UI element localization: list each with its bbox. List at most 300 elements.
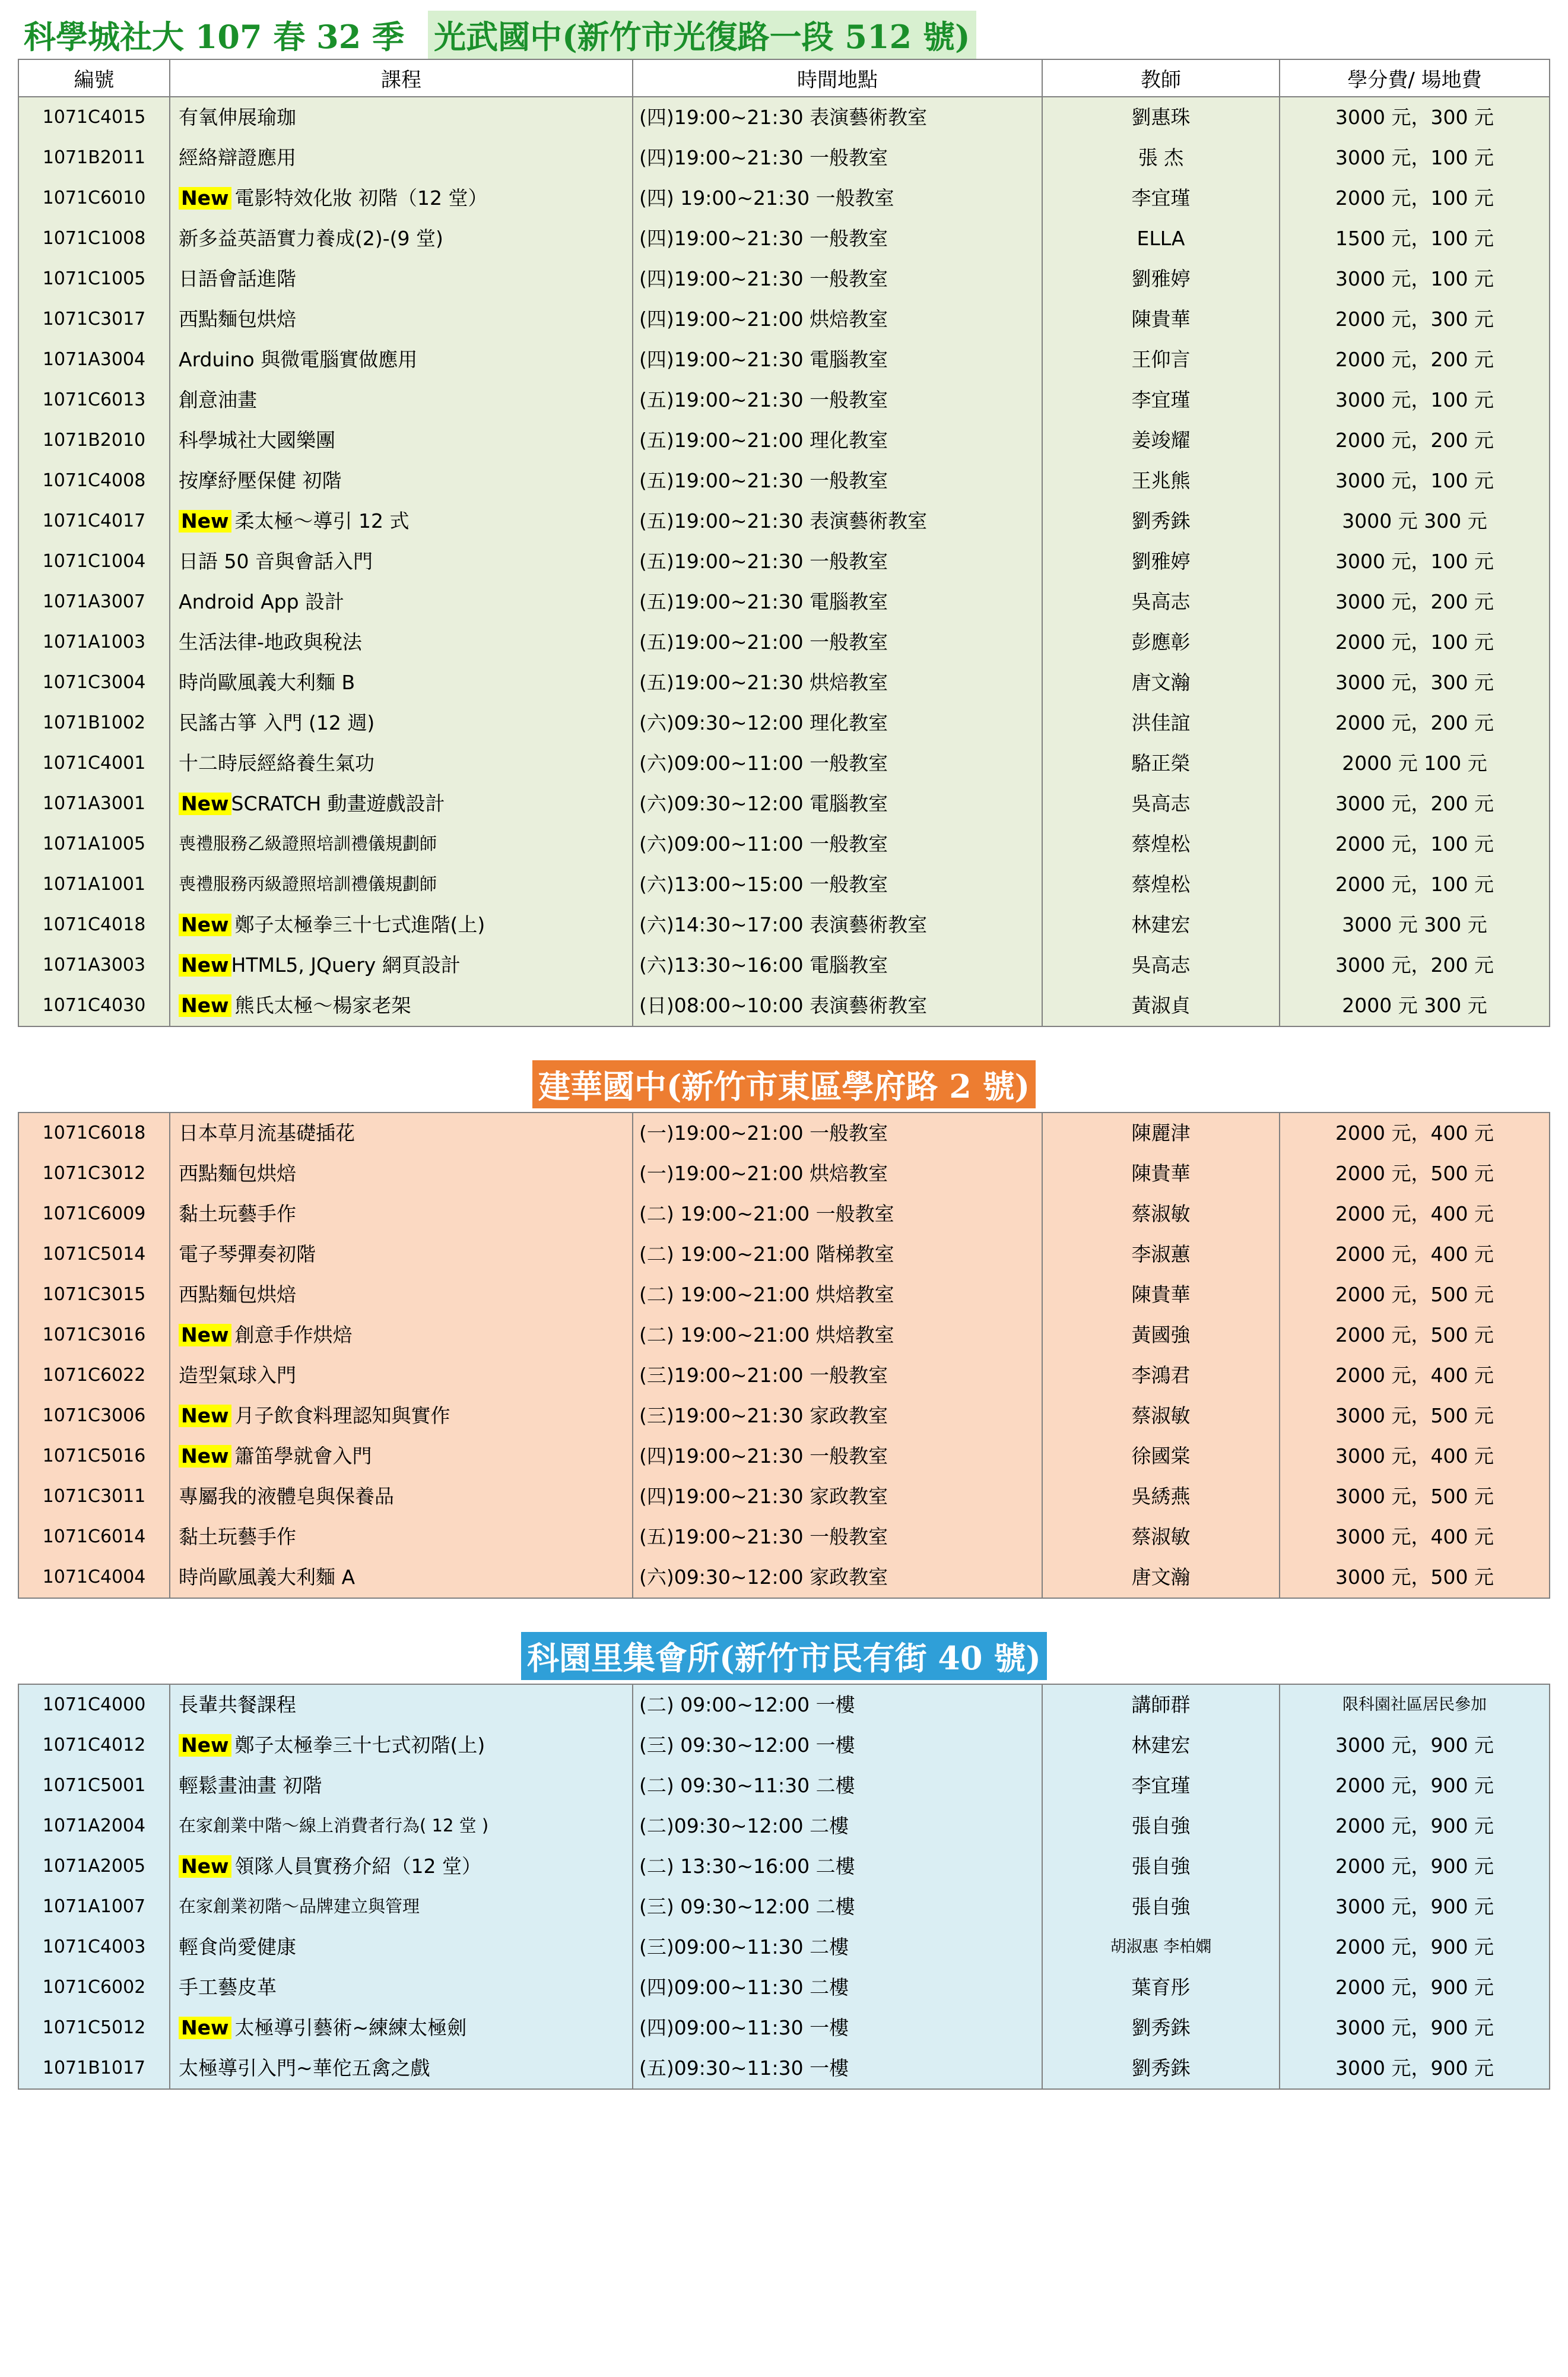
table-row xyxy=(18,1113,1550,1153)
course-name xyxy=(170,824,633,864)
course-time-location: (二) 13:30~16:00 二樓 xyxy=(633,1846,1042,1887)
course-name-text: 時尚歐風義大利麵 A xyxy=(179,1565,356,1589)
course-teacher: 吳高志 xyxy=(1042,582,1280,622)
course-fee: 2000 元，900 元 xyxy=(1280,1927,1550,1967)
course-name-text: 長輩共餐課程 xyxy=(179,1693,296,1717)
course-name xyxy=(170,97,633,138)
table-body-1 xyxy=(18,1113,1550,1598)
course-teacher: 陳貴華 xyxy=(1042,1153,1280,1194)
course-fee: 2000 元，500 元 xyxy=(1280,1275,1550,1315)
course-teacher: 張自強 xyxy=(1042,1846,1280,1887)
course-fee: 3000 元，100 元 xyxy=(1280,541,1550,582)
course-name-text: 十二時辰經絡養生氣功 xyxy=(179,752,374,775)
course-fee: 2000 元，200 元 xyxy=(1280,703,1550,743)
course-time-location: (三) 09:30~12:00 一樓 xyxy=(633,1725,1042,1766)
course-name xyxy=(170,1846,633,1887)
table-row xyxy=(18,2048,1550,2089)
course-name-text: 日本草月流基礎插花 xyxy=(179,1121,355,1145)
course-name-text: 專屬我的液體皂與保養品 xyxy=(179,1485,394,1508)
course-name xyxy=(170,1194,633,1234)
course-time-location: (六)09:00~11:00 一般教室 xyxy=(633,824,1042,864)
course-name xyxy=(170,138,633,178)
table-row xyxy=(18,622,1550,663)
new-badge: New xyxy=(179,994,231,1017)
course-name xyxy=(170,1396,633,1436)
course-table-2 xyxy=(18,1684,1550,2090)
course-name-text: 科學城社大國樂團 xyxy=(179,429,335,452)
course-name xyxy=(170,1436,633,1476)
course-code: 1071C6013 xyxy=(18,380,170,420)
course-time-location: (六)09:00~11:00 一般教室 xyxy=(633,743,1042,784)
course-table-1 xyxy=(18,1112,1550,1599)
course-name xyxy=(170,2008,633,2048)
course-teacher: 葉育彤 xyxy=(1042,1967,1280,2008)
course-time-location: (五)19:00~21:00 一般教室 xyxy=(633,622,1042,663)
course-code: 1071C4004 xyxy=(18,1557,170,1598)
course-time-location: (四)19:00~21:30 一般教室 xyxy=(633,218,1042,259)
course-code: 1071A2004 xyxy=(18,1806,170,1846)
course-fee: 2000 元，400 元 xyxy=(1280,1113,1550,1153)
table-row xyxy=(18,1275,1550,1315)
course-fee: 3000 元，100 元 xyxy=(1280,461,1550,501)
course-time-location: (五)19:00~21:30 一般教室 xyxy=(633,1517,1042,1557)
table-row xyxy=(18,2008,1550,2048)
course-code: 1071C6014 xyxy=(18,1517,170,1557)
course-name xyxy=(170,178,633,218)
course-name xyxy=(170,1355,633,1396)
course-name-text: HTML5, JQuery 網頁設計 xyxy=(231,953,461,977)
course-name-text: 經絡辯證應用 xyxy=(179,146,296,170)
course-name-text: 領隊人員實務介紹（12 堂） xyxy=(234,1855,481,1878)
course-name-text: 日語會話進階 xyxy=(179,267,296,291)
course-teacher: 蔡淑敏 xyxy=(1042,1194,1280,1234)
table-row xyxy=(18,1153,1550,1194)
course-table-0 xyxy=(18,59,1550,1027)
course-name-text: 輕食尚愛健康 xyxy=(179,1935,296,1959)
course-time-location: (二) 19:00~21:00 烘焙教室 xyxy=(633,1315,1042,1355)
section-divider-1 xyxy=(18,1027,1550,1045)
course-fee: 2000 元，200 元 xyxy=(1280,420,1550,461)
course-name xyxy=(170,1684,633,1725)
course-fee: 1500 元，100 元 xyxy=(1280,218,1550,259)
course-time-location: (二) 09:30~11:30 二樓 xyxy=(633,1766,1042,1806)
course-teacher: 陳麗津 xyxy=(1042,1113,1280,1153)
course-teacher: 唐文瀚 xyxy=(1042,1557,1280,1598)
table-row xyxy=(18,743,1550,784)
course-name-text: 喪禮服務乙級證照培訓禮儀規劃師 xyxy=(179,833,437,854)
course-teacher: 王兆熊 xyxy=(1042,461,1280,501)
course-name xyxy=(170,259,633,299)
course-code: 1071C4015 xyxy=(18,97,170,138)
course-fee: 3000 元，900 元 xyxy=(1280,2008,1550,2048)
course-time-location: (四)19:00~21:30 電腦教室 xyxy=(633,340,1042,380)
section-divider-2 xyxy=(18,1599,1550,1617)
table-row xyxy=(18,541,1550,582)
course-teacher: 張自強 xyxy=(1042,1806,1280,1846)
course-teacher: 蔡淑敏 xyxy=(1042,1517,1280,1557)
course-time-location: (六)13:30~16:00 電腦教室 xyxy=(633,945,1042,985)
course-teacher: 黃國強 xyxy=(1042,1315,1280,1355)
course-name xyxy=(170,1887,633,1927)
course-teacher: 劉秀銖 xyxy=(1042,501,1280,541)
table-row xyxy=(18,905,1550,945)
course-fee: 3000 元，300 元 xyxy=(1280,97,1550,138)
course-name xyxy=(170,541,633,582)
course-name-text: 有氧伸展瑜珈 xyxy=(179,106,296,129)
course-name-text: Arduino 與微電腦實做應用 xyxy=(179,348,418,372)
course-time-location: (三)19:00~21:30 家政教室 xyxy=(633,1396,1042,1436)
course-fee: 2000 元，900 元 xyxy=(1280,1806,1550,1846)
course-name xyxy=(170,1275,633,1315)
course-fee: 3000 元，300 元 xyxy=(1280,663,1550,703)
course-name-text: Android App 設計 xyxy=(179,590,345,614)
table-row xyxy=(18,1806,1550,1846)
course-code: 1071C4012 xyxy=(18,1725,170,1766)
course-fee: 2000 元 300 元 xyxy=(1280,985,1550,1026)
course-teacher: 駱正榮 xyxy=(1042,743,1280,784)
course-time-location: (五)19:00~21:30 表演藝術教室 xyxy=(633,501,1042,541)
course-name xyxy=(170,905,633,945)
course-name-text: 電子琴彈奏初階 xyxy=(179,1243,316,1266)
course-teacher: 張自強 xyxy=(1042,1887,1280,1927)
course-name xyxy=(170,743,633,784)
course-fee: 2000 元，400 元 xyxy=(1280,1355,1550,1396)
table-row xyxy=(18,1517,1550,1557)
course-code: 1071C3006 xyxy=(18,1396,170,1436)
course-code: 1071C6010 xyxy=(18,178,170,218)
new-badge: New xyxy=(179,1405,231,1427)
table-row xyxy=(18,1684,1550,1725)
course-teacher: 李淑蕙 xyxy=(1042,1234,1280,1275)
course-time-location: (三)09:00~11:30 二樓 xyxy=(633,1927,1042,1967)
course-teacher: 洪佳誼 xyxy=(1042,703,1280,743)
course-teacher: 胡淑惠 李柏嫻 xyxy=(1042,1927,1280,1967)
course-teacher: 陳貴華 xyxy=(1042,1275,1280,1315)
course-teacher: 張 杰 xyxy=(1042,138,1280,178)
course-name-text: 西點麵包烘焙 xyxy=(179,308,296,331)
venue-bar-2 xyxy=(18,1632,1550,1680)
course-code: 1071C3011 xyxy=(18,1476,170,1517)
course-code: 1071A3001 xyxy=(18,784,170,824)
course-name-text: 在家創業初階～品牌建立與管理 xyxy=(179,1896,420,1917)
course-time-location: (一)19:00~21:00 烘焙教室 xyxy=(633,1153,1042,1194)
table-row xyxy=(18,420,1550,461)
col-header-fee: 學分費/ 場地費 xyxy=(1280,59,1550,97)
course-name-text: 創意油畫 xyxy=(179,388,257,412)
course-code: 1071C4001 xyxy=(18,743,170,784)
course-code: 1071C3004 xyxy=(18,663,170,703)
course-code: 1071B1017 xyxy=(18,2048,170,2089)
course-code: 1071A3004 xyxy=(18,340,170,380)
course-name xyxy=(170,985,633,1026)
course-fee: 3000 元，500 元 xyxy=(1280,1396,1550,1436)
new-badge: New xyxy=(179,954,231,977)
table-body-2 xyxy=(18,1684,1550,2089)
course-name xyxy=(170,663,633,703)
course-teacher: 黃淑貞 xyxy=(1042,985,1280,1026)
course-name-text: 太極導引入門~華佗五禽之戲 xyxy=(179,2056,430,2080)
course-fee: 3000 元，100 元 xyxy=(1280,259,1550,299)
course-name-text: 時尚歐風義大利麵 B xyxy=(179,671,356,695)
course-name-text: 西點麵包烘焙 xyxy=(179,1162,296,1186)
table-row xyxy=(18,1234,1550,1275)
course-time-location: (四)09:00~11:30 一樓 xyxy=(633,2008,1042,2048)
course-name-text: 黏土玩藝手作 xyxy=(179,1525,296,1549)
course-time-location: (日)08:00~10:00 表演藝術教室 xyxy=(633,985,1042,1026)
new-badge: New xyxy=(179,914,231,936)
table-row xyxy=(18,1436,1550,1476)
new-badge: New xyxy=(179,1734,231,1757)
new-badge: New xyxy=(179,187,231,210)
new-badge: New xyxy=(179,2017,231,2039)
table-header-row xyxy=(18,59,1550,97)
course-fee: 3000 元，200 元 xyxy=(1280,582,1550,622)
table-row xyxy=(18,1194,1550,1234)
course-name-text: 日語 50 音與會話入門 xyxy=(179,550,373,573)
col-header-time: 時間地點 xyxy=(633,59,1042,97)
course-fee: 限科園社區居民參加 xyxy=(1280,1684,1550,1725)
course-name-text: 創意手作烘焙 xyxy=(234,1323,353,1347)
course-code: 1071C4003 xyxy=(18,1927,170,1967)
new-badge: New xyxy=(179,793,231,815)
course-time-location: (四)19:00~21:30 一般教室 xyxy=(633,138,1042,178)
course-code: 1071A3003 xyxy=(18,945,170,985)
course-name-text: 手工藝皮革 xyxy=(179,1976,277,1999)
course-teacher: 彭應彰 xyxy=(1042,622,1280,663)
course-code: 1071C3012 xyxy=(18,1153,170,1194)
table-row xyxy=(18,97,1550,138)
course-teacher: ELLA xyxy=(1042,218,1280,259)
course-time-location: (三) 09:30~12:00 二樓 xyxy=(633,1887,1042,1927)
venue-title-0: 光武國中(新竹市光復路一段 512 號) xyxy=(428,11,976,59)
course-time-location: (四)09:00~11:30 二樓 xyxy=(633,1967,1042,2008)
course-time-location: (二) 09:00~12:00 一樓 xyxy=(633,1684,1042,1725)
table-row xyxy=(18,178,1550,218)
table-row xyxy=(18,703,1550,743)
course-name-text: 在家創業中階～線上消費者行為( 12 堂 ) xyxy=(179,1815,489,1836)
course-fee: 3000 元 300 元 xyxy=(1280,905,1550,945)
course-name xyxy=(170,1315,633,1355)
table-row xyxy=(18,663,1550,703)
course-code: 1071C3016 xyxy=(18,1315,170,1355)
course-code: 1071C5001 xyxy=(18,1766,170,1806)
new-badge: New xyxy=(179,1324,231,1346)
table-row xyxy=(18,945,1550,985)
course-name-text: 太極導引藝術~練練太極劍 xyxy=(234,2016,467,2040)
course-code: 1071C4000 xyxy=(18,1684,170,1725)
table-row xyxy=(18,1725,1550,1766)
course-name-text: 新多益英語實力養成(2)-(9 堂) xyxy=(179,227,443,251)
course-fee: 2000 元，100 元 xyxy=(1280,864,1550,905)
course-fee: 3000 元，900 元 xyxy=(1280,1725,1550,1766)
course-fee: 3000 元，900 元 xyxy=(1280,2048,1550,2089)
course-code: 1071B2011 xyxy=(18,138,170,178)
section-keyuanli xyxy=(18,1684,1550,2090)
course-time-location: (六)13:00~15:00 一般教室 xyxy=(633,864,1042,905)
course-teacher: 劉秀銖 xyxy=(1042,2048,1280,2089)
course-time-location: (六)09:30~12:00 電腦教室 xyxy=(633,784,1042,824)
page-title: 科學城社大 107 春 32 季 xyxy=(24,18,405,56)
course-teacher: 唐文瀚 xyxy=(1042,663,1280,703)
venue-title-1: 建華國中(新竹市東區學府路 2 號) xyxy=(532,1060,1036,1108)
course-time-location: (四)19:00~21:30 表演藝術教室 xyxy=(633,97,1042,138)
course-teacher: 吳高志 xyxy=(1042,945,1280,985)
course-fee: 3000 元，900 元 xyxy=(1280,1887,1550,1927)
course-time-location: (六)09:30~12:00 理化教室 xyxy=(633,703,1042,743)
course-teacher: 王仰言 xyxy=(1042,340,1280,380)
course-name-text: 生活法律-地政與稅法 xyxy=(179,630,362,654)
course-code: 1071A1003 xyxy=(18,622,170,663)
course-fee: 3000 元，200 元 xyxy=(1280,784,1550,824)
course-name-text: 柔太極～導引 12 式 xyxy=(234,509,410,533)
course-fee: 3000 元，500 元 xyxy=(1280,1557,1550,1598)
course-time-location: (四)19:00~21:30 家政教室 xyxy=(633,1476,1042,1517)
course-name xyxy=(170,218,633,259)
course-teacher: 講師群 xyxy=(1042,1684,1280,1725)
course-time-location: (五)19:00~21:30 一般教室 xyxy=(633,461,1042,501)
course-teacher: 林建宏 xyxy=(1042,1725,1280,1766)
course-teacher: 李鴻君 xyxy=(1042,1355,1280,1396)
table-row xyxy=(18,1927,1550,1967)
course-teacher: 吳高志 xyxy=(1042,784,1280,824)
course-name-text: 喪禮服務丙級證照培訓禮儀規劃師 xyxy=(179,874,437,895)
course-name-text: 鄭子太極拳三十七式初階(上) xyxy=(234,1733,485,1757)
course-code: 1071A1001 xyxy=(18,864,170,905)
col-header-code: 編號 xyxy=(18,59,170,97)
course-name xyxy=(170,2048,633,2089)
venue-title-2: 科園里集會所(新竹市民有街 40 號) xyxy=(521,1632,1047,1680)
course-name xyxy=(170,864,633,905)
course-code: 1071C5014 xyxy=(18,1234,170,1275)
course-code: 1071B2010 xyxy=(18,420,170,461)
course-time-location: (五)19:00~21:30 烘焙教室 xyxy=(633,663,1042,703)
course-fee: 3000 元，200 元 xyxy=(1280,945,1550,985)
course-fee: 3000 元，400 元 xyxy=(1280,1517,1550,1557)
course-time-location: (二)09:30~12:00 二樓 xyxy=(633,1806,1042,1846)
course-name-text: SCRATCH 動畫遊戲設計 xyxy=(231,792,445,816)
course-time-location: (五)19:00~21:30 一般教室 xyxy=(633,541,1042,582)
course-name xyxy=(170,1725,633,1766)
course-teacher: 陳貴華 xyxy=(1042,299,1280,340)
course-name-text: 黏土玩藝手作 xyxy=(179,1202,296,1226)
course-name xyxy=(170,703,633,743)
course-name xyxy=(170,945,633,985)
table-row xyxy=(18,340,1550,380)
course-name xyxy=(170,1153,633,1194)
course-code: 1071C1004 xyxy=(18,541,170,582)
new-badge: New xyxy=(179,510,231,533)
course-name xyxy=(170,461,633,501)
course-teacher: 蔡煌松 xyxy=(1042,824,1280,864)
section-jianhua xyxy=(18,1112,1550,1599)
course-name xyxy=(170,1927,633,1967)
table-row xyxy=(18,1557,1550,1598)
course-name xyxy=(170,582,633,622)
course-name xyxy=(170,1557,633,1598)
table-row xyxy=(18,864,1550,905)
course-teacher: 蔡煌松 xyxy=(1042,864,1280,905)
course-name xyxy=(170,1806,633,1846)
table-row xyxy=(18,784,1550,824)
table-row xyxy=(18,1967,1550,2008)
new-badge: New xyxy=(179,1855,231,1878)
course-name xyxy=(170,1113,633,1153)
course-time-location: (五)19:00~21:00 理化教室 xyxy=(633,420,1042,461)
course-time-location: (四)19:00~21:00 烘焙教室 xyxy=(633,299,1042,340)
course-name xyxy=(170,784,633,824)
venue-bar-1 xyxy=(18,1060,1550,1108)
course-fee: 2000 元 100 元 xyxy=(1280,743,1550,784)
course-time-location: (六)14:30~17:00 表演藝術教室 xyxy=(633,905,1042,945)
course-code: 1071A2005 xyxy=(18,1846,170,1887)
table-row xyxy=(18,1355,1550,1396)
course-fee: 2000 元，400 元 xyxy=(1280,1194,1550,1234)
course-fee: 3000 元，100 元 xyxy=(1280,138,1550,178)
course-teacher: 李宜瑾 xyxy=(1042,380,1280,420)
table-row xyxy=(18,985,1550,1026)
course-teacher: 李宜瑾 xyxy=(1042,178,1280,218)
course-name xyxy=(170,380,633,420)
course-time-location: (五)19:00~21:30 一般教室 xyxy=(633,380,1042,420)
course-name xyxy=(170,1766,633,1806)
table-row xyxy=(18,582,1550,622)
course-name-text: 月子飲食料理認知與實作 xyxy=(234,1404,450,1428)
table-row xyxy=(18,1887,1550,1927)
course-fee: 2000 元，300 元 xyxy=(1280,299,1550,340)
course-fee: 2000 元，200 元 xyxy=(1280,340,1550,380)
table-row xyxy=(18,461,1550,501)
course-time-location: (三)19:00~21:00 一般教室 xyxy=(633,1355,1042,1396)
col-header-teacher: 教師 xyxy=(1042,59,1280,97)
course-fee: 3000 元，100 元 xyxy=(1280,380,1550,420)
course-teacher: 林建宏 xyxy=(1042,905,1280,945)
course-code: 1071A3007 xyxy=(18,582,170,622)
course-fee: 2000 元，500 元 xyxy=(1280,1153,1550,1194)
table-row xyxy=(18,299,1550,340)
table-row xyxy=(18,1396,1550,1436)
table-row xyxy=(18,380,1550,420)
course-teacher: 吳綉燕 xyxy=(1042,1476,1280,1517)
course-name-text: 鄭子太極拳三十七式進階(上) xyxy=(234,913,485,937)
course-name-text: 民謠古箏 入門 (12 週) xyxy=(179,711,375,735)
table-row xyxy=(18,1766,1550,1806)
course-code: 1071C6002 xyxy=(18,1967,170,2008)
course-code: 1071C3015 xyxy=(18,1275,170,1315)
course-teacher: 劉雅婷 xyxy=(1042,541,1280,582)
course-time-location: (五)09:30~11:30 一樓 xyxy=(633,2048,1042,2089)
course-name-text: 造型氣球入門 xyxy=(179,1364,296,1387)
course-fee: 2000 元，100 元 xyxy=(1280,622,1550,663)
course-name xyxy=(170,340,633,380)
course-time-location: (四)19:00~21:30 一般教室 xyxy=(633,1436,1042,1476)
course-code: 1071C4017 xyxy=(18,501,170,541)
course-code: 1071A1007 xyxy=(18,1887,170,1927)
course-fee: 2000 元，900 元 xyxy=(1280,1766,1550,1806)
course-name-text: 電影特效化妝 初階（12 堂） xyxy=(234,186,488,210)
course-name xyxy=(170,1517,633,1557)
course-name xyxy=(170,622,633,663)
course-name xyxy=(170,1476,633,1517)
course-fee: 2000 元，100 元 xyxy=(1280,824,1550,864)
course-fee: 2000 元，900 元 xyxy=(1280,1967,1550,2008)
course-time-location: (二) 19:00~21:00 階梯教室 xyxy=(633,1234,1042,1275)
course-code: 1071A1005 xyxy=(18,824,170,864)
table-row xyxy=(18,138,1550,178)
course-time-location: (五)19:00~21:30 電腦教室 xyxy=(633,582,1042,622)
course-name-text: 簫笛學就會入門 xyxy=(234,1444,372,1468)
course-time-location: (二) 19:00~21:00 一般教室 xyxy=(633,1194,1042,1234)
course-teacher: 徐國棠 xyxy=(1042,1436,1280,1476)
